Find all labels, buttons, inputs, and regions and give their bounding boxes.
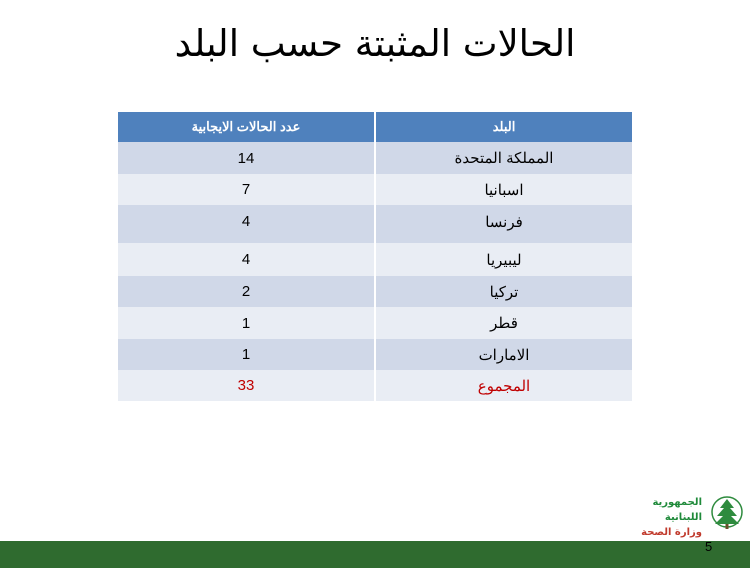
footer-bar <box>0 541 750 568</box>
cell-country: قطر <box>375 307 632 339</box>
slide-title: الحالات المثبتة حسب البلد <box>174 22 576 65</box>
cell-country: تركيا <box>375 276 632 307</box>
table-row <box>118 174 632 205</box>
table-row <box>118 307 632 339</box>
cell-country: المملكة المتحدة <box>375 142 632 174</box>
cell-country: الامارات <box>375 339 632 370</box>
cell-count: 1 <box>118 307 375 339</box>
ministry-logo <box>616 495 744 538</box>
table-row <box>118 339 632 370</box>
table-header-row <box>118 112 632 142</box>
header-positive-cases: عدد الحالات الايجابية <box>118 112 375 142</box>
cell-count: 4 <box>118 205 375 243</box>
cell-country: فرنسا <box>375 205 632 243</box>
cell-count: 14 <box>118 142 375 174</box>
table-row <box>118 243 632 276</box>
cell-count: 1 <box>118 339 375 370</box>
table-total-row <box>118 370 632 401</box>
page-number: 5 <box>705 539 713 554</box>
cases-table <box>118 112 632 401</box>
logo-line-republic: الجمهورية اللبنانية <box>652 497 702 523</box>
table-row <box>118 205 632 243</box>
cell-count: 4 <box>118 243 375 276</box>
cell-count: 2 <box>118 276 375 307</box>
cell-country: ليبيريا <box>375 243 632 276</box>
table-row <box>118 142 632 174</box>
header-country: البلد <box>375 112 632 142</box>
table-row <box>118 276 632 307</box>
cell-count: 7 <box>118 174 375 205</box>
cell-country: اسبانيا <box>375 174 632 205</box>
cedar-tree-icon <box>710 495 744 531</box>
total-label: المجموع <box>375 370 632 401</box>
logo-line-ministry: وزارة الصحة <box>641 527 702 538</box>
total-count: 33 <box>118 370 375 401</box>
